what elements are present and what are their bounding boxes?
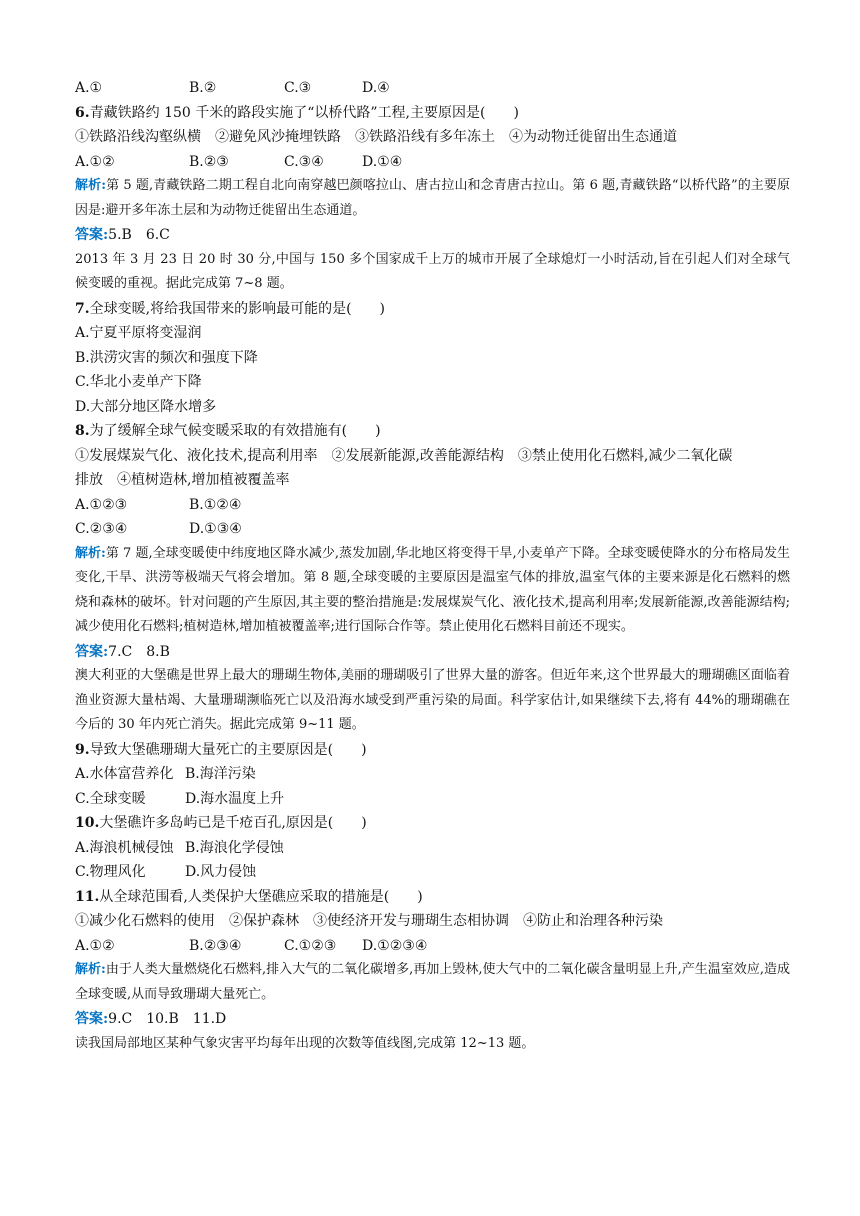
- q8-number: 8.: [75, 423, 90, 439]
- q8-items-line-2: 排放 ④植树造林,增加植被覆盖率: [75, 472, 290, 488]
- q6-option-b: B.②③: [189, 153, 229, 170]
- explanation-label: 解析:: [75, 178, 106, 193]
- answer-7-8: [75, 640, 790, 665]
- q8-options-row-1: [75, 493, 790, 518]
- answer-label: 答案:: [75, 1011, 109, 1027]
- q5-option-b: B.②: [189, 80, 217, 96]
- intro-12-13: 读我国局部地区某种气象灾害平均每年出现的次数等值线图,完成第 12~13 题。: [75, 1035, 535, 1051]
- answer-text: 7.C 8.B: [108, 643, 170, 660]
- q8-option-b: B.①②④: [189, 496, 242, 513]
- q9-stem: 导致大堡礁珊瑚大量死亡的主要原因是( ): [89, 741, 367, 758]
- q10-stem-line: [75, 811, 790, 836]
- document-page: [75, 76, 790, 1056]
- q6-options: [75, 150, 790, 175]
- intro-7-8: 2013 年 3 月 23 日 20 时 30 分,中国与 150 多个国家成千上万的城市开展了全球熄灯一小时活动,旨在引起人们对全球气候变暖的重视。据此完成第 7~8 题。: [75, 251, 790, 291]
- q11-options: [75, 934, 790, 959]
- q11-option-a: A.①②: [75, 937, 115, 954]
- q9-option-c: C.全球变暖: [75, 790, 146, 807]
- q7-option-d: D.大部分地区降水增多: [75, 398, 217, 415]
- q6-stem-line: [75, 101, 790, 126]
- explanation-label: 解析:: [75, 962, 106, 977]
- intro-9-11: 澳大利亚的大堡礁是世界上最大的珊瑚生物体,美丽的珊瑚吸引了世界大量的游客。但近年来,这个世界最大的珊瑚礁区面临着渔业资源大量枯竭、大量珊瑚濒临死亡以及沿海水域受到严重污染的局面。科学家估计,如果继续下去,将有 44%的珊瑚礁在今后的 30 年内死亡消失。据此完成第 9~11 题。: [75, 668, 790, 732]
- q11-number: 11.: [75, 888, 100, 905]
- q6-option-c: C.③④: [284, 153, 324, 170]
- q10-option-a: A.海浪机械侵蚀: [75, 839, 174, 856]
- q5-option-a: A.①: [75, 80, 103, 96]
- q11-option-b: B.②③④: [189, 937, 242, 954]
- q6-option-a: A.①②: [75, 153, 115, 170]
- q7-option-c: C.华北小麦单产下降: [75, 374, 202, 390]
- q8-option-a: A.①②③: [75, 496, 128, 513]
- answer-label: 答案:: [75, 643, 109, 660]
- q11-stem: 从全球范围看,人类保护大堡礁应采取的措施是( ): [99, 888, 423, 905]
- q9-option-a: A.水体富营养化: [75, 766, 174, 782]
- q9-options-row-1: [75, 762, 790, 787]
- q10-options-row-2: [75, 860, 790, 885]
- q6-items: ①铁路沿线沟壑纵横 ②避免风沙掩埋铁路 ③铁路沿线有多年冻土 ④为动物迁徙留出生态通道: [75, 129, 677, 145]
- q10-option-b: B.海浪化学侵蚀: [185, 839, 284, 856]
- q8-option-d: D.①③④: [189, 521, 242, 537]
- q9-option-d: D.海水温度上升: [185, 790, 285, 807]
- q9-options-row-2: [75, 787, 790, 812]
- q5-option-c: C.③: [284, 80, 312, 96]
- q5-options: [75, 76, 790, 101]
- q7-option-b: B.洪涝灾害的频次和强度下降: [75, 349, 258, 366]
- q5-option-d: D.④: [362, 80, 390, 96]
- explanation-text: 第 7 题,全球变暖使中纬度地区降水减少,蒸发加剧,华北地区将变得干旱,小麦单产下降。全球变暖使降水的分布格局发生变化,干旱、洪涝等极端天气将会增加。第 8 题,全球变暖的主要原因是温室气体的排放,温室气体的主要来源是化石燃料的燃烧和森林的破坏。针对问题的产生原因,其主要的整治措施是:发展煤炭气化、液化技术,提高利用率;发展新能源,改善能源结构;减少使用化石燃料;植树造林,增加植被覆盖率;进行国际合作等。禁止使用化石燃料目前还不现实。: [75, 545, 790, 634]
- answer-text: 9.C 10.B 11.D: [108, 1011, 227, 1027]
- q6-stem: 青藏铁路约 150 千米的路段实施了“以桥代路”工程,主要原因是( ): [89, 104, 519, 121]
- answer-9-11: [75, 1007, 790, 1032]
- q11-items: ①减少化石燃料的使用 ②保护森林 ③使经济开发与珊瑚生态相协调 ④防止和治理各种污染: [75, 913, 663, 929]
- q10-option-c: C.物理风化: [75, 864, 146, 880]
- q10-number: 10.: [75, 815, 100, 831]
- explanation-5-6: [75, 174, 790, 223]
- explanation-9-11: [75, 958, 790, 1007]
- explanation-label: 解析:: [75, 545, 106, 561]
- q7-number: 7.: [75, 300, 90, 317]
- q8-options-row-2: [75, 517, 790, 542]
- q9-number: 9.: [75, 741, 90, 758]
- q10-options-row-1: [75, 836, 790, 861]
- q8-stem: 为了缓解全球气候变暖采取的有效措施有( ): [89, 423, 381, 439]
- q7-option-a: A.宁夏平原将变湿润: [75, 325, 202, 341]
- q11-option-d: D.①②③④: [362, 937, 428, 954]
- answer-label: 答案:: [75, 227, 109, 243]
- answer-text: 5.B 6.C: [108, 227, 170, 243]
- q6-option-d: D.①④: [362, 153, 403, 170]
- q8-option-c: C.②③④: [75, 521, 128, 537]
- answer-5-6: [75, 223, 790, 248]
- q11-stem-line: [75, 885, 790, 910]
- q11-option-c: C.①②③: [284, 937, 337, 954]
- q7-stem: 全球变暖,将给我国带来的影响最可能的是( ): [89, 300, 385, 317]
- explanation-text: 第 5 题,青藏铁路二期工程自北向南穿越巴颜喀拉山、唐古拉山和念青唐古拉山。第 6 题,青藏铁路“以桥代路”的主要原因是:避开多年冻土层和为动物迁徙留出生态通道。: [75, 178, 790, 218]
- q9-stem-line: [75, 738, 790, 763]
- q6-number: 6.: [75, 104, 90, 121]
- q10-option-d: D.风力侵蚀: [185, 864, 257, 880]
- q7-stem-line: [75, 297, 790, 322]
- q8-stem-line: [75, 419, 790, 444]
- q10-stem: 大堡礁许多岛屿已是千疮百孔,原因是( ): [99, 815, 367, 831]
- explanation-text: 由于人类大量燃烧化石燃料,排入大气的二氧化碳增多,再加上毁林,使大气中的二氧化碳含量明显上升,产生温室效应,造成全球变暖,从而导致珊瑚大量死亡。: [75, 962, 790, 1002]
- explanation-7-8: [75, 542, 790, 640]
- q9-option-b: B.海洋污染: [185, 766, 256, 782]
- q8-items-line-1: ①发展煤炭气化、液化技术,提高利用率 ②发展新能源,改善能源结构 ③禁止使用化石燃料,减少二氧化碳: [75, 447, 733, 464]
